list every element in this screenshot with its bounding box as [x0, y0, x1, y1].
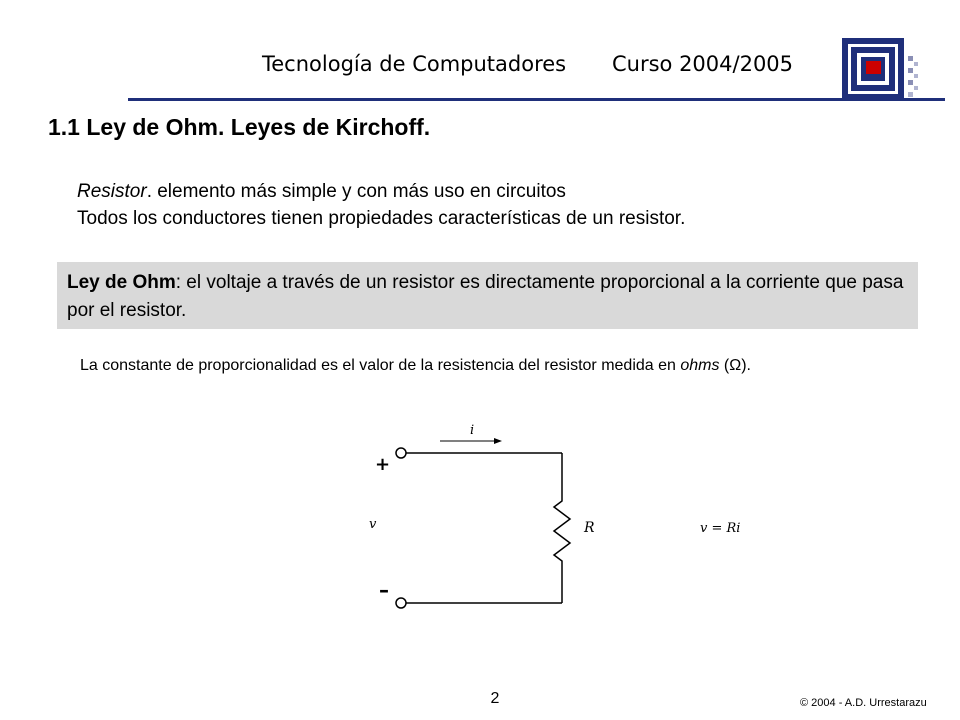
header-divider: [128, 98, 945, 101]
course-title: Tecnología de Computadores: [262, 52, 567, 76]
resistor-definition-text: . elemento más simple y con más uso en circuitos: [146, 181, 566, 202]
current-label: i: [470, 423, 475, 438]
copyright-text: 2004 - A.D. Urrestarazu: [811, 697, 927, 709]
resistor-label: R: [584, 520, 595, 536]
minus-label: –: [379, 578, 389, 602]
ohm-equation: v = Ri: [700, 521, 741, 536]
ohm-law-text: : el voltaje a través de un resistor es directamente proporcional a la corriente que pasa por el resistor.: [67, 272, 904, 321]
ohm-law-box: [57, 262, 918, 329]
copyright-notice: [800, 697, 927, 709]
ohm-law-term: Ley de Ohm: [67, 272, 176, 293]
copyright-icon: ©: [800, 697, 809, 709]
course-year: Curso 2004/2005: [612, 52, 794, 76]
resistor-circuit-diagram: [360, 415, 760, 620]
constant-text-end: (Ω).: [719, 357, 751, 374]
section-title: 1.1 Ley de Ohm. Leyes de Kirchoff.: [48, 114, 431, 140]
resistor-symbol: [554, 483, 570, 565]
plus-label: +: [375, 454, 391, 475]
voltage-label: v: [369, 517, 377, 532]
positive-terminal: [396, 448, 406, 458]
resistor-definition: [77, 181, 566, 203]
negative-terminal: [396, 598, 406, 608]
resistor-term: Resistor: [77, 181, 147, 202]
proportionality-constant-text: [80, 354, 900, 378]
ohms-term: ohms: [680, 357, 720, 374]
conductors-statement: Todos los conductores tienen propiedades características de un resistor.: [77, 208, 686, 229]
page-number: 2: [490, 690, 500, 707]
university-logo-icon: [840, 36, 922, 102]
current-arrow-head: [494, 438, 502, 444]
constant-text-start: La constante de proporcionalidad es el valor de la resistencia del resistor medida en: [80, 357, 681, 374]
